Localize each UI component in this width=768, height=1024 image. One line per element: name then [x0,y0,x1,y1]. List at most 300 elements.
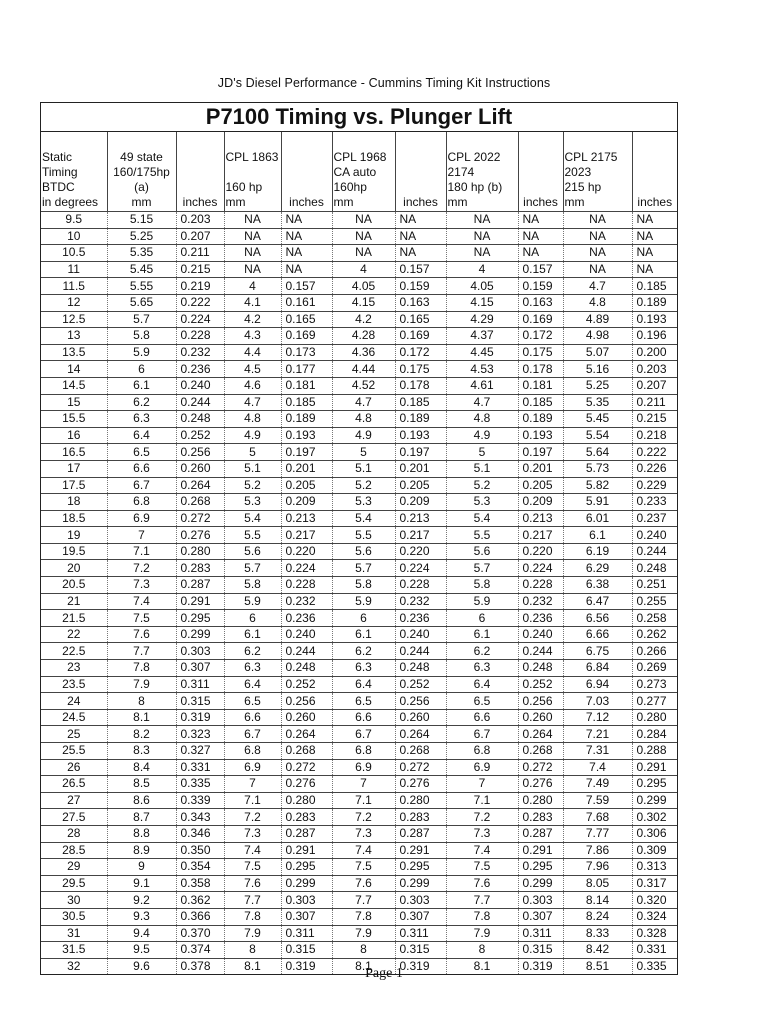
table-row [41,875,677,892]
cell-cpl1863-inches: 0.209 [281,494,332,511]
cell-timing: 11 [41,261,107,278]
table-row [41,942,677,959]
cell-49state-inches: 0.335 [176,776,224,793]
cell-cpl2175-inches: 0.317 [632,875,677,892]
cell-cpl1968-inches: 0.220 [395,543,446,560]
cell-cpl2022-inches: 0.175 [518,344,563,361]
cell-cpl1968-inches: NA [395,245,446,262]
cell-49state-inches: 0.272 [176,510,224,527]
cell-cpl1863-inches: 0.319 [281,958,332,974]
cell-cpl1863-mm: 7.1 [224,792,281,809]
cell-cpl1968-inches: 0.224 [395,560,446,577]
cell-cpl1863-mm: 7.9 [224,925,281,942]
cell-cpl2022-inches: 0.228 [518,577,563,594]
cell-timing: 13 [41,328,107,345]
cell-cpl2175-inches: 0.288 [632,743,677,760]
cell-cpl1863-mm: 5.5 [224,527,281,544]
cell-timing: 27 [41,792,107,809]
cell-cpl2022-mm: 7.3 [446,825,518,842]
cell-cpl1863-mm: 5.2 [224,477,281,494]
cell-cpl2022-mm: 4.37 [446,328,518,345]
cell-cpl2022-inches: 0.256 [518,693,563,710]
cell-cpl2175-inches: 0.244 [632,543,677,560]
cell-cpl2175-inches: 0.207 [632,377,677,394]
cell-cpl2022-inches: 0.287 [518,825,563,842]
cell-49state-inches: 0.343 [176,809,224,826]
cell-cpl2022-inches: 0.213 [518,510,563,527]
cell-cpl2175-inches: 0.258 [632,610,677,627]
cell-cpl1968-inches: 0.232 [395,593,446,610]
cell-cpl2022-inches: 0.178 [518,361,563,378]
cell-cpl2175-inches: 0.222 [632,444,677,461]
cell-49state-mm: 9.3 [107,908,176,925]
cell-cpl2022-inches: 0.185 [518,394,563,411]
cell-cpl1863-inches: NA [281,212,332,229]
cell-cpl2175-inches: 0.193 [632,311,677,328]
cell-cpl1863-inches: 0.169 [281,328,332,345]
cell-timing: 20.5 [41,577,107,594]
cell-cpl1968-inches: 0.228 [395,577,446,594]
table-row [41,676,677,693]
cell-cpl1968-mm: 7.7 [332,892,395,909]
timing-table [41,132,677,974]
cell-timing: 28 [41,825,107,842]
cell-cpl1968-mm: NA [332,245,395,262]
cell-cpl1968-mm: 5.7 [332,560,395,577]
cell-cpl1968-inches: 0.163 [395,294,446,311]
cell-cpl1863-inches: 0.165 [281,311,332,328]
cell-49state-mm: 5.8 [107,328,176,345]
col-header-cpl2022-mm: CPL 2022 2174 180 hp (b) mm [446,132,518,212]
cell-cpl1863-mm: 5.6 [224,543,281,560]
cell-cpl2022-inches: 0.189 [518,411,563,428]
cell-cpl2022-inches: 0.163 [518,294,563,311]
cell-cpl1968-mm: 7.4 [332,842,395,859]
cell-49state-inches: 0.315 [176,693,224,710]
cell-cpl2175-inches: NA [632,212,677,229]
cell-cpl2022-inches: 0.236 [518,610,563,627]
cell-cpl2022-mm: 4.29 [446,311,518,328]
cell-49state-inches: 0.228 [176,328,224,345]
cell-cpl2022-inches: 0.280 [518,792,563,809]
table-row [41,577,677,594]
cell-cpl2022-inches: 0.159 [518,278,563,295]
cell-cpl2175-inches: 0.218 [632,427,677,444]
cell-cpl2022-mm: 6.4 [446,676,518,693]
cell-timing: 12.5 [41,311,107,328]
cell-cpl1863-inches: 0.252 [281,676,332,693]
cell-cpl2175-mm: 4.98 [563,328,632,345]
cell-49state-inches: 0.264 [176,477,224,494]
page-number: Page 1 [365,966,403,981]
table-row [41,693,677,710]
cell-49state-inches: 0.378 [176,958,224,974]
cell-cpl1863-mm: 7.5 [224,859,281,876]
cell-cpl2022-mm: 8 [446,942,518,959]
table-row [41,709,677,726]
cell-49state-mm: 7.7 [107,643,176,660]
cell-cpl1968-mm: 4.9 [332,427,395,444]
cell-cpl1968-mm: 8.1 [332,958,395,974]
cell-cpl2022-mm: 5.4 [446,510,518,527]
cell-49state-mm: 7.2 [107,560,176,577]
cell-cpl2175-inches: 0.262 [632,626,677,643]
table-row [41,328,677,345]
cell-cpl2022-inches: 0.264 [518,726,563,743]
cell-cpl2022-mm: 5.1 [446,460,518,477]
cell-49state-inches: 0.287 [176,577,224,594]
cell-timing: 17.5 [41,477,107,494]
cell-cpl1863-mm: 7.8 [224,908,281,925]
cell-49state-mm: 5.9 [107,344,176,361]
cell-49state-inches: 0.211 [176,245,224,262]
cell-cpl1863-inches: 0.264 [281,726,332,743]
table-row [41,477,677,494]
cell-timing: 32 [41,958,107,974]
cell-49state-inches: 0.354 [176,859,224,876]
cell-cpl2022-inches: 0.307 [518,908,563,925]
cell-49state-mm: 7.4 [107,593,176,610]
cell-cpl2175-inches: NA [632,228,677,245]
cell-cpl1863-mm: 6 [224,610,281,627]
cell-cpl1863-inches: 0.189 [281,411,332,428]
cell-49state-inches: 0.319 [176,709,224,726]
cell-cpl1968-mm: NA [332,212,395,229]
cell-cpl1968-inches: 0.260 [395,709,446,726]
cell-cpl2022-inches: 0.260 [518,709,563,726]
cell-cpl1968-inches: 0.159 [395,278,446,295]
cell-cpl1968-inches: 0.303 [395,892,446,909]
cell-cpl1863-inches: 0.272 [281,759,332,776]
cell-cpl1863-mm: 4 [224,278,281,295]
cell-cpl2175-mm: 5.25 [563,377,632,394]
cell-cpl1863-inches: 0.291 [281,842,332,859]
cell-cpl1863-mm: NA [224,228,281,245]
cell-timing: 30 [41,892,107,909]
cell-cpl2022-mm: 7.9 [446,925,518,942]
cell-cpl1863-mm: 6.2 [224,643,281,660]
cell-cpl1863-inches: 0.173 [281,344,332,361]
cell-49state-inches: 0.203 [176,212,224,229]
cell-cpl1863-mm: 6.9 [224,759,281,776]
cell-49state-mm: 6.3 [107,411,176,428]
cell-cpl2022-inches: 0.244 [518,643,563,660]
cell-cpl1863-mm: 4.1 [224,294,281,311]
cell-timing: 19 [41,527,107,544]
cell-49state-mm: 9.2 [107,892,176,909]
cell-cpl1968-inches: 0.256 [395,693,446,710]
cell-cpl1968-inches: 0.172 [395,344,446,361]
cell-cpl1968-inches: 0.287 [395,825,446,842]
table-row [41,660,677,677]
table-row [41,261,677,278]
cell-49state-inches: 0.276 [176,527,224,544]
cell-cpl1968-inches: 0.178 [395,377,446,394]
cell-cpl1968-inches: 0.201 [395,460,446,477]
cell-cpl1968-inches: 0.291 [395,842,446,859]
cell-cpl1863-mm: 7.3 [224,825,281,842]
cell-cpl1968-mm: 4.28 [332,328,395,345]
cell-cpl2022-inches: 0.169 [518,311,563,328]
cell-cpl1863-inches: 0.197 [281,444,332,461]
cell-49state-mm: 7.5 [107,610,176,627]
cell-cpl2175-mm: 4.8 [563,294,632,311]
cell-cpl1863-inches: NA [281,261,332,278]
cell-cpl2022-mm: 6.3 [446,660,518,677]
cell-cpl1968-mm: 4.44 [332,361,395,378]
cell-cpl1863-inches: 0.311 [281,925,332,942]
cell-49state-mm: 8.3 [107,743,176,760]
cell-49state-inches: 0.303 [176,643,224,660]
cell-cpl2175-mm: 5.64 [563,444,632,461]
cell-cpl2022-inches: 0.224 [518,560,563,577]
table-title: P7100 Timing vs. Plunger Lift [41,103,677,132]
cell-cpl1863-mm: 6.1 [224,626,281,643]
cell-timing: 26 [41,759,107,776]
cell-cpl2022-mm: 7.1 [446,792,518,809]
cell-cpl1968-mm: 5.5 [332,527,395,544]
cell-cpl1863-inches: 0.287 [281,825,332,842]
cell-cpl2175-inches: 0.328 [632,925,677,942]
cell-cpl1968-mm: 5.8 [332,577,395,594]
cell-cpl1863-inches: 0.307 [281,908,332,925]
cell-cpl1968-mm: 4 [332,261,395,278]
cell-cpl2022-mm: 8.1 [446,958,518,974]
cell-49state-inches: 0.224 [176,311,224,328]
cell-cpl2175-mm: 6.66 [563,626,632,643]
cell-cpl2175-inches: 0.277 [632,693,677,710]
cell-cpl1863-inches: 0.268 [281,743,332,760]
cell-49state-inches: 0.219 [176,278,224,295]
cell-cpl1863-inches: 0.205 [281,477,332,494]
cell-cpl1863-inches: 0.161 [281,294,332,311]
cell-cpl1863-mm: NA [224,212,281,229]
col-header-cpl1863-mm: CPL 1863 160 hp mm [224,132,281,212]
table-row [41,460,677,477]
cell-cpl2175-inches: 0.302 [632,809,677,826]
cell-cpl1968-mm: 7.6 [332,875,395,892]
cell-49state-inches: 0.207 [176,228,224,245]
cell-cpl1863-mm: 7.7 [224,892,281,909]
cell-49state-mm: 7.3 [107,577,176,594]
cell-49state-inches: 0.327 [176,743,224,760]
cell-cpl1863-mm: 4.4 [224,344,281,361]
cell-cpl2022-inches: 0.248 [518,660,563,677]
cell-49state-mm: 6.4 [107,427,176,444]
cell-timing: 21.5 [41,610,107,627]
cell-cpl1863-mm: 6.8 [224,743,281,760]
cell-cpl2175-mm: 6.47 [563,593,632,610]
cell-cpl2022-inches: NA [518,245,563,262]
cell-cpl1968-inches: 0.209 [395,494,446,511]
cell-cpl1863-mm: 4.3 [224,328,281,345]
cell-timing: 16.5 [41,444,107,461]
cell-cpl2022-mm: 5.5 [446,527,518,544]
cell-cpl1968-inches: NA [395,228,446,245]
cell-cpl1968-inches: 0.280 [395,792,446,809]
cell-cpl2022-mm: 4.8 [446,411,518,428]
cell-cpl1968-mm: 6.4 [332,676,395,693]
cell-49state-mm: 7.8 [107,660,176,677]
cell-cpl1968-inches: 0.185 [395,394,446,411]
cell-cpl2022-mm: 7.7 [446,892,518,909]
col-header-cpl2175-mm: CPL 2175 2023 215 hp mm [563,132,632,212]
cell-49state-inches: 0.222 [176,294,224,311]
cell-cpl2175-inches: 0.255 [632,593,677,610]
cell-cpl2175-inches: 0.284 [632,726,677,743]
cell-49state-mm: 8.5 [107,776,176,793]
cell-cpl1863-mm: 4.5 [224,361,281,378]
cell-cpl2175-mm: 6.19 [563,543,632,560]
cell-cpl1863-inches: 0.236 [281,610,332,627]
table-row [41,228,677,245]
timing-table-sheet [40,102,678,975]
cell-cpl2175-inches: 0.273 [632,676,677,693]
cell-cpl2175-mm: 6.75 [563,643,632,660]
cell-cpl1863-inches: 0.303 [281,892,332,909]
cell-cpl1968-mm: 7.8 [332,908,395,925]
cell-cpl2022-mm: 4.45 [446,344,518,361]
cell-49state-inches: 0.311 [176,676,224,693]
cell-cpl2175-mm: 8.05 [563,875,632,892]
cell-timing: 18.5 [41,510,107,527]
cell-cpl2175-mm: 5.35 [563,394,632,411]
cell-cpl1968-mm: 6.8 [332,743,395,760]
cell-timing: 31.5 [41,942,107,959]
cell-cpl2175-inches: 0.229 [632,477,677,494]
cell-timing: 14.5 [41,377,107,394]
cell-timing: 24.5 [41,709,107,726]
cell-timing: 25 [41,726,107,743]
cell-cpl1968-inches: 0.165 [395,311,446,328]
cell-cpl1863-mm: 4.2 [224,311,281,328]
cell-cpl2175-inches: 0.251 [632,577,677,594]
cell-cpl1968-inches: 0.193 [395,427,446,444]
table-row [41,527,677,544]
cell-cpl1863-inches: NA [281,245,332,262]
cell-cpl1968-inches: 0.283 [395,809,446,826]
cell-49state-inches: 0.236 [176,361,224,378]
cell-cpl2022-mm: 5.9 [446,593,518,610]
cell-49state-mm: 9 [107,859,176,876]
cell-cpl1968-mm: 7 [332,776,395,793]
cell-cpl1863-inches: 0.177 [281,361,332,378]
cell-49state-mm: 5.7 [107,311,176,328]
cell-cpl2175-inches: 0.269 [632,660,677,677]
cell-49state-inches: 0.291 [176,593,224,610]
cell-cpl1968-mm: 5.6 [332,543,395,560]
cell-49state-mm: 6 [107,361,176,378]
cell-timing: 21 [41,593,107,610]
cell-cpl1968-mm: 7.3 [332,825,395,842]
cell-cpl2175-mm: 7.21 [563,726,632,743]
cell-timing: 16 [41,427,107,444]
table-row [41,344,677,361]
cell-cpl1863-inches: NA [281,228,332,245]
cell-timing: 26.5 [41,776,107,793]
cell-cpl1863-inches: 0.295 [281,859,332,876]
cell-cpl1968-mm: 4.7 [332,394,395,411]
cell-49state-mm: 5.55 [107,278,176,295]
cell-cpl1863-mm: 8 [224,942,281,959]
table-row [41,311,677,328]
cell-cpl1863-inches: 0.260 [281,709,332,726]
cell-49state-inches: 0.339 [176,792,224,809]
cell-cpl2175-mm: NA [563,261,632,278]
cell-49state-mm: 5.35 [107,245,176,262]
cell-cpl2022-inches: 0.240 [518,626,563,643]
cell-cpl1968-mm: 6.1 [332,626,395,643]
cell-cpl2175-mm: 8.42 [563,942,632,959]
cell-cpl2022-inches: 0.193 [518,427,563,444]
col-header-49state-mm: 49 state 160/175hp (a) mm [107,132,176,212]
cell-cpl2022-mm: 4 [446,261,518,278]
cell-cpl2175-inches: 0.215 [632,411,677,428]
table-row [41,560,677,577]
cell-cpl2175-mm: 8.14 [563,892,632,909]
cell-cpl2175-inches: 0.203 [632,361,677,378]
cell-cpl2175-inches: 0.324 [632,908,677,925]
cell-cpl2175-inches: 0.200 [632,344,677,361]
cell-49state-mm: 5.65 [107,294,176,311]
cell-49state-inches: 0.295 [176,610,224,627]
col-header-timing: Static Timing BTDC in degrees [41,132,107,212]
cell-timing: 28.5 [41,842,107,859]
cell-cpl1863-mm: 6.6 [224,709,281,726]
cell-cpl1968-inches: 0.319 [395,958,446,974]
cell-cpl2022-inches: 0.295 [518,859,563,876]
cell-cpl1863-mm: 7 [224,776,281,793]
cell-cpl2022-mm: 7 [446,776,518,793]
cell-cpl2175-mm: 5.54 [563,427,632,444]
cell-cpl1863-mm: 7.6 [224,875,281,892]
cell-49state-mm: 9.5 [107,942,176,959]
cell-cpl1968-inches: 0.315 [395,942,446,959]
table-body [41,212,677,975]
table-row [41,859,677,876]
cell-49state-mm: 7.1 [107,543,176,560]
cell-49state-mm: 7.9 [107,676,176,693]
cell-49state-inches: 0.283 [176,560,224,577]
cell-49state-inches: 0.370 [176,925,224,942]
cell-cpl2175-mm: 5.45 [563,411,632,428]
cell-cpl2022-mm: NA [446,212,518,229]
cell-cpl1968-mm: 4.05 [332,278,395,295]
cell-cpl1968-mm: 6.6 [332,709,395,726]
cell-cpl1968-mm: 4.36 [332,344,395,361]
cell-cpl1863-mm: 5.8 [224,577,281,594]
cell-cpl1863-inches: 0.283 [281,809,332,826]
cell-cpl2175-mm: 6.56 [563,610,632,627]
cell-cpl1968-mm: 5.2 [332,477,395,494]
table-row [41,294,677,311]
cell-cpl1968-mm: 6.9 [332,759,395,776]
cell-cpl2175-inches: 0.196 [632,328,677,345]
cell-cpl2175-inches: NA [632,245,677,262]
cell-cpl2175-mm: 8.51 [563,958,632,974]
cell-cpl1863-mm: 6.7 [224,726,281,743]
cell-cpl2022-mm: NA [446,245,518,262]
cell-cpl2175-inches: 0.291 [632,759,677,776]
col-header-cpl1968-mm: CPL 1968 CA auto 160hp mm [332,132,395,212]
cell-49state-mm: 8.7 [107,809,176,826]
cell-timing: 29.5 [41,875,107,892]
cell-cpl2022-mm: NA [446,228,518,245]
cell-cpl1968-inches: 0.157 [395,261,446,278]
cell-cpl1863-mm: 7.2 [224,809,281,826]
cell-cpl1863-mm: 4.6 [224,377,281,394]
cell-cpl1863-inches: 0.185 [281,394,332,411]
